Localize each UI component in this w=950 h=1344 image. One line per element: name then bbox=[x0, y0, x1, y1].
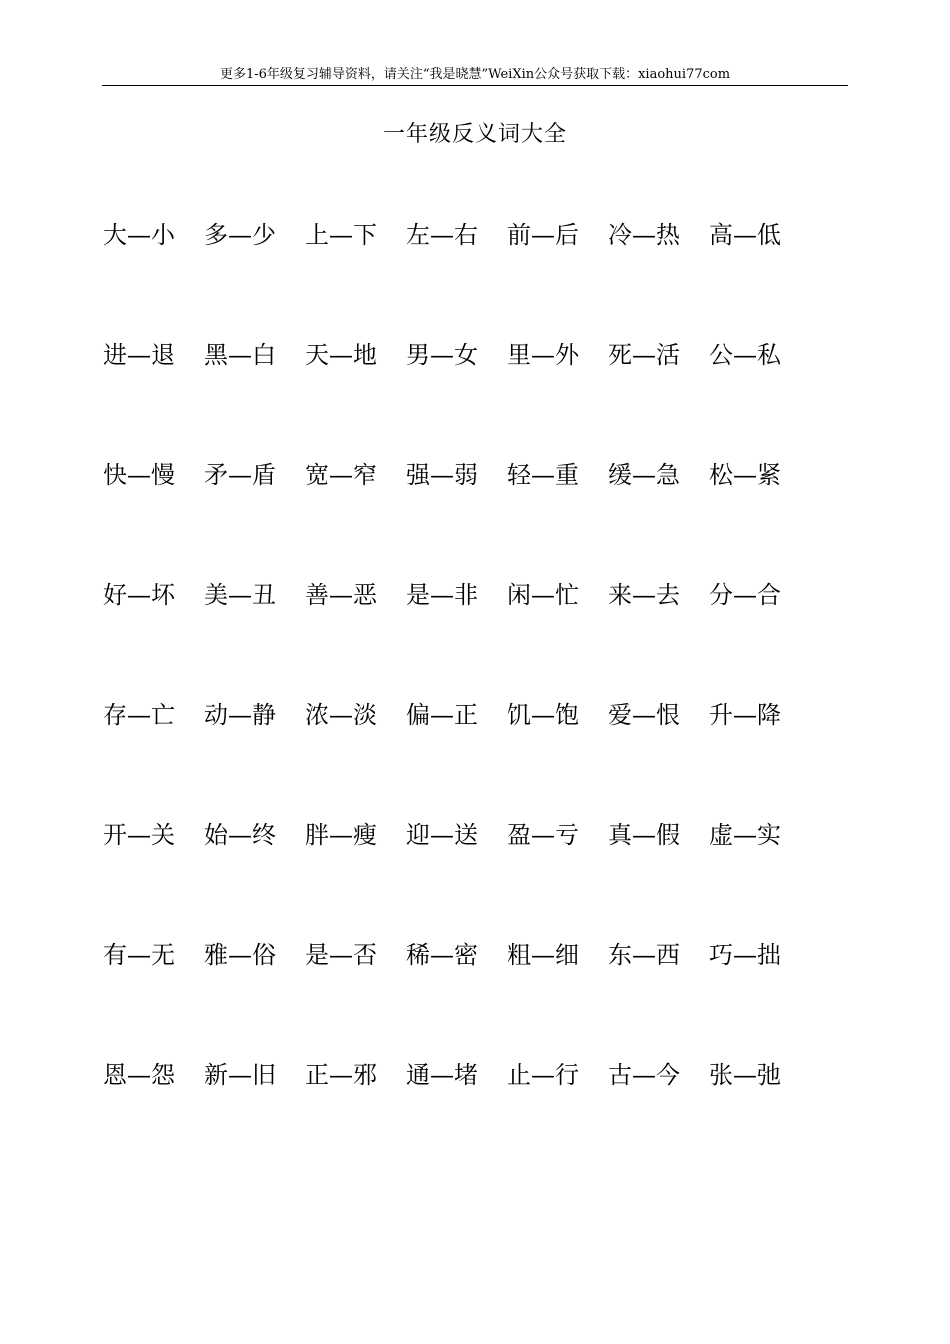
antonym-pair: 始—终 bbox=[204, 821, 276, 849]
antonym-pair: 分—合 bbox=[709, 581, 781, 609]
antonym-pair: 善—恶 bbox=[305, 581, 377, 609]
antonym-pair: 张—弛 bbox=[709, 1061, 781, 1089]
antonym-pair: 上—下 bbox=[305, 221, 377, 249]
antonym-pair: 美—丑 bbox=[204, 581, 276, 609]
antonym-pair: 存—亡 bbox=[103, 701, 175, 729]
antonym-pair: 虚—实 bbox=[709, 821, 781, 849]
header-divider bbox=[102, 85, 848, 86]
antonym-pair: 雅—俗 bbox=[204, 941, 276, 969]
antonym-pair: 饥—饱 bbox=[507, 701, 579, 729]
antonym-pair: 冷—热 bbox=[608, 221, 680, 249]
antonym-pair: 正—邪 bbox=[305, 1061, 377, 1089]
antonym-pair: 快—慢 bbox=[103, 461, 175, 489]
antonym-pair: 多—少 bbox=[204, 221, 276, 249]
antonym-pair: 天—地 bbox=[305, 341, 377, 369]
antonym-pair: 黑—白 bbox=[204, 341, 276, 369]
antonym-pair: 浓—淡 bbox=[305, 701, 377, 729]
antonym-pair: 升—降 bbox=[709, 701, 781, 729]
antonym-pair: 迎—送 bbox=[406, 821, 478, 849]
antonym-pair: 是—否 bbox=[305, 941, 377, 969]
antonym-pair: 闲—忙 bbox=[507, 581, 579, 609]
antonym-pair: 男—女 bbox=[406, 341, 478, 369]
antonym-pair: 公—私 bbox=[709, 341, 781, 369]
antonym-pair: 动—静 bbox=[204, 701, 276, 729]
antonym-row bbox=[103, 458, 863, 578]
antonym-pair: 前—后 bbox=[507, 221, 579, 249]
antonym-pair: 恩—怨 bbox=[103, 1061, 175, 1089]
antonym-pair: 有—无 bbox=[103, 941, 175, 969]
antonym-pair: 古—今 bbox=[608, 1061, 680, 1089]
antonym-pair: 左—右 bbox=[406, 221, 478, 249]
antonym-pair: 轻—重 bbox=[507, 461, 579, 489]
antonym-pair: 巧—拙 bbox=[709, 941, 781, 969]
antonym-pair: 高—低 bbox=[709, 221, 781, 249]
antonym-pair: 好—坏 bbox=[103, 581, 175, 609]
antonym-row bbox=[103, 578, 863, 698]
antonym-pair: 东—西 bbox=[608, 941, 680, 969]
antonym-pair: 胖—瘦 bbox=[305, 821, 377, 849]
antonym-pair: 松—紧 bbox=[709, 461, 781, 489]
page-header: 更多1-6年级复习辅导资料，请关注“我是晓慧”WeiXin公众号获取下载：xiaohui77com bbox=[219, 67, 731, 82]
antonym-row bbox=[103, 338, 863, 458]
antonym-pair: 稀—密 bbox=[406, 941, 478, 969]
antonym-pair: 矛—盾 bbox=[204, 461, 276, 489]
antonym-pair: 盈—亏 bbox=[507, 821, 579, 849]
antonym-pair: 死—活 bbox=[608, 341, 680, 369]
antonym-pair: 新—旧 bbox=[204, 1061, 276, 1089]
antonym-row bbox=[103, 698, 863, 818]
antonym-pair: 是—非 bbox=[406, 581, 478, 609]
page-title: 一年级反义词大全 bbox=[382, 122, 567, 147]
antonym-pairs-grid bbox=[103, 218, 863, 1178]
antonym-row bbox=[103, 218, 863, 338]
antonym-pair: 来—去 bbox=[608, 581, 680, 609]
antonym-pair: 爱—恨 bbox=[608, 701, 680, 729]
antonym-pair: 进—退 bbox=[103, 341, 175, 369]
antonym-pair: 通—堵 bbox=[406, 1061, 478, 1089]
antonym-pair: 真—假 bbox=[608, 821, 680, 849]
antonym-row bbox=[103, 1058, 863, 1178]
antonym-pair: 缓—急 bbox=[608, 461, 680, 489]
antonym-pair: 大—小 bbox=[103, 221, 175, 249]
antonym-row bbox=[103, 938, 863, 1058]
antonym-pair: 止—行 bbox=[507, 1061, 579, 1089]
antonym-pair: 开—关 bbox=[103, 821, 175, 849]
antonym-pair: 粗—细 bbox=[507, 941, 579, 969]
antonym-pair: 宽—窄 bbox=[305, 461, 377, 489]
antonym-pair: 里—外 bbox=[507, 341, 579, 369]
antonym-pair: 偏—正 bbox=[406, 701, 478, 729]
antonym-row bbox=[103, 818, 863, 938]
antonym-pair: 强—弱 bbox=[406, 461, 478, 489]
